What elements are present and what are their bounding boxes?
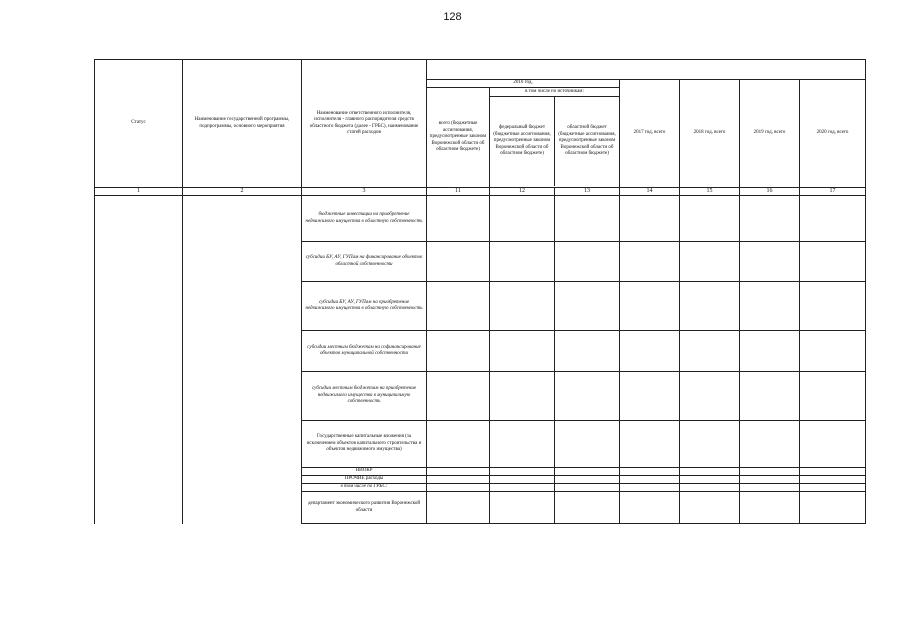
col-num: 13 (555, 188, 620, 196)
row-label: субсидии местным бюджетам на приобретение недвижимого имущества в муниципальную собственность (302, 372, 427, 421)
header-responsible: Наименование ответственного исполнителя, исполнителя - главного распорядителя средств областного бюджета (далее - ГРБС), наименование статей расходов (302, 60, 427, 188)
row-label: департамент экономического развития Воронежской области (302, 492, 427, 524)
row-label: в том числе по ГРБС: (302, 484, 427, 492)
col-num: 14 (620, 188, 680, 196)
program-cell (183, 196, 302, 524)
col-num: 1 (95, 188, 183, 196)
status-cell (95, 196, 183, 524)
col-num: 11 (427, 188, 490, 196)
header-total-2016: всего (бюджетные ассигнования, предусмотренные законом Воронежской области об областном бюджете) (427, 88, 490, 188)
row-label: НИОКР (302, 468, 427, 476)
header-sources-block (490, 88, 620, 188)
col-num: 3 (302, 188, 427, 196)
col-num: 17 (800, 188, 866, 196)
header-blank-band (427, 60, 866, 68)
header-program: Наименование государственной программы, подпрограммы, основного мероприятия (183, 60, 302, 188)
header-federal: федеральный бюджет (бюджетные ассигнования, предусмотренные законом Воронежской области об областном бюджете) (490, 96, 555, 186)
col-num: 15 (680, 188, 740, 196)
row-label: субсидии местным бюджетам на софинансирование объектов муниципальной собственности (302, 331, 427, 372)
header-status: Статус (95, 60, 183, 188)
header-regional: областной бюджет (бюджетные ассигнования, предусмотренные законом Воронежской области об областном бюджете) (558, 125, 616, 156)
header-by-sources: в том числе по источникам: (490, 88, 619, 96)
budget-table (94, 59, 866, 524)
col-num: 16 (740, 188, 800, 196)
row-label: субсидии БУ, АУ, ГУПам на приобретение недвижимого имущества в областную собственность (302, 282, 427, 331)
row-label: Государственные капитальные вложения (за исключением объектов капитального строительства и объектов недвижимого имущества) (302, 421, 427, 468)
col-num: 12 (490, 188, 555, 196)
col-num: 2 (183, 188, 302, 196)
row-label: ПРОЧИЕ расходы (302, 476, 427, 484)
page-number: 128 (443, 11, 462, 23)
column-numbers-row (95, 188, 866, 196)
table-row (95, 196, 866, 242)
header-year-2016: 2016 год, (427, 80, 620, 88)
header-2017: 2017 год, всего (620, 80, 680, 188)
header-2019: 2019 год, всего (740, 80, 800, 188)
row-label: субсидии БУ, АУ, ГУПам на финансирование объектов областной собственности (302, 242, 427, 282)
header-2020: 2020 год, всего (800, 80, 866, 188)
row-label: бюджетные инвестиции на приобретение недвижимого имущества в областную собственность (302, 196, 427, 242)
header-2018: 2018 год, всего (680, 80, 740, 188)
header-blank-band-2 (427, 68, 866, 80)
